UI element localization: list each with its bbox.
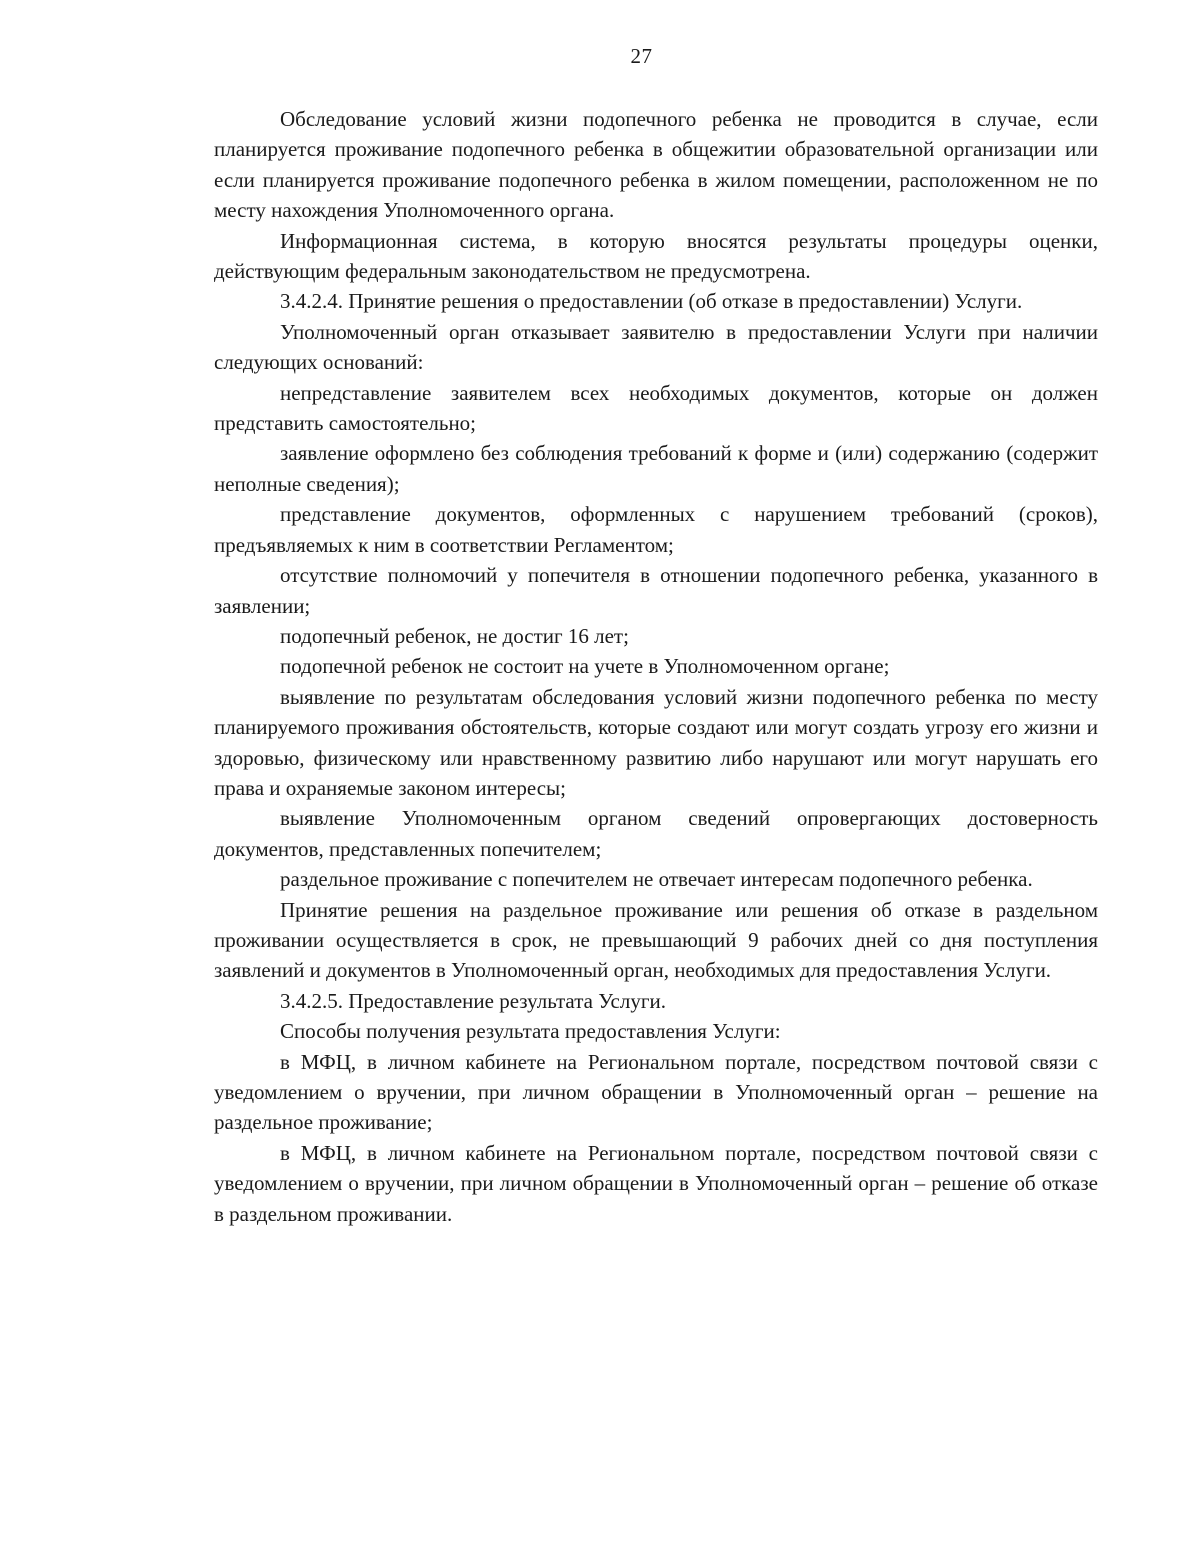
paragraph: Принятие решения на раздельное проживание или решения об отказе в раздельном проживании осуществляется в срок, не превышающий 9 рабочих дней со дня поступления заявлений и документов в Уполномоченный орган, необходимых для предоставления Услуги. — [214, 897, 1098, 983]
list-item: выявление Уполномоченным органом сведений опровергающих достоверность документов, представленных попечителем; — [214, 806, 1098, 861]
page-number: 27 — [630, 44, 653, 68]
list-item: отсутствие полномочий у попечителя в отношении подопечного ребенка, указанного в заявлении; — [214, 563, 1098, 618]
list-item: подопечной ребенок не состоит на учете в Уполномоченном органе; — [280, 654, 890, 679]
list-item: в МФЦ, в личном кабинете на Региональном портале, посредством почтовой связи с уведомлением о вручении, при личном обращении в Уполномоченный орган – решение об отказе в раздельном проживании. — [214, 1140, 1098, 1226]
section-heading: 3.4.2.5. Предоставление результата Услуги. — [280, 988, 666, 1013]
list-item: представление документов, оформленных с нарушением требований (сроков), предъявляемых к ним в соответствии Регламентом; — [214, 502, 1098, 557]
list-item: непредставление заявителем всех необходимых документов, которые он должен представить самостоятельно; — [214, 380, 1098, 436]
paragraph: Обследование условий жизни подопечного ребенка не проводится в случае, если планируется проживание подопечного ребенка в общежитии образовательной организации или если планируется проживание подопечного ребенка в жилом помещении, расположенном не по месту нахождения Уполномоченного органа. — [214, 107, 1098, 223]
paragraph: Способы получения результата предоставления Услуги: — [280, 1019, 781, 1044]
list-item: выявление по результатам обследования условий жизни подопечного ребенка по месту планируемого проживания обстоятельств, которые создают или могут создать угрозу его жизни и здоровью, физическому или нравственному развитию либо нарушают или могут нарушать его права и охраняемые законом интересы; — [214, 684, 1098, 800]
section-heading: 3.4.2.4. Принятие решения о предоставлении (об отказе в предоставлении) Услуги. — [280, 289, 1023, 314]
paragraph: Уполномоченный орган отказывает заявителю в предоставлении Услуги при наличии следующих оснований: — [214, 319, 1098, 375]
document-body — [214, 104, 1098, 1229]
paragraph: Информационная система, в которую вносятся результаты процедуры оценки, действующим федеральным законодательством не предусмотрена. — [214, 228, 1098, 284]
list-item: подопечный ребенок, не достиг 16 лет; — [280, 623, 629, 648]
list-item: раздельное проживание с попечителем не отвечает интересам подопечного ребенка. — [280, 867, 1033, 892]
list-item: заявление оформлено без соблюдения требований к форме и (или) содержанию (содержит неполные сведения); — [214, 441, 1098, 496]
list-item: в МФЦ, в личном кабинете на Региональном портале, посредством почтовой связи с уведомлением о вручении, при личном обращении в Уполномоченный орган – решение на раздельное проживание; — [214, 1049, 1098, 1135]
